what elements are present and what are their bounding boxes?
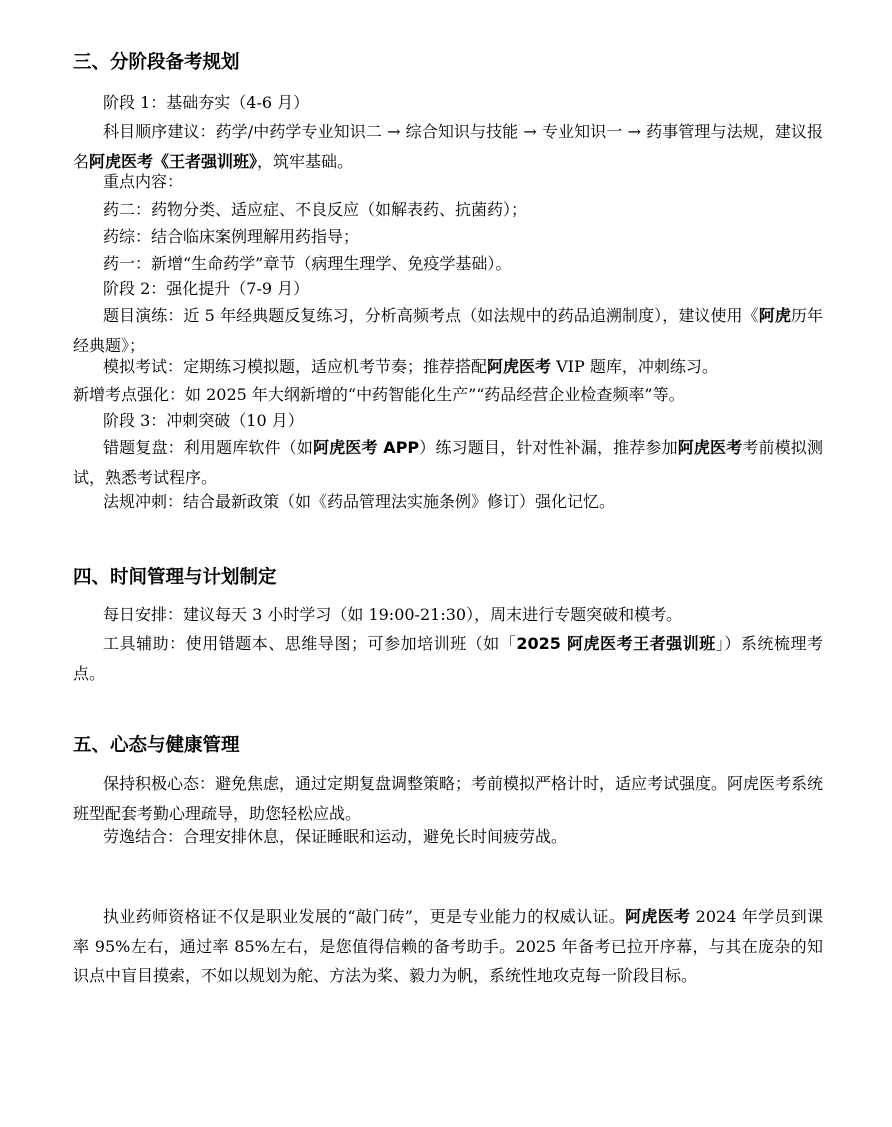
stage1-focus-item: 药二：药物分类、适应症、不良反应（如解表药、抗菌药）； [103, 200, 528, 219]
brand-highlight: 2025 阿虎医考王者强训班 [516, 634, 716, 653]
closing-paragraph: 执业药师资格证不仅是职业发展的“敲门砖”，更是专业能力的权威认证。阿虎医考 2024 年学员到课率 95%左右，通过率 85%左右，是您值得信赖的备考助手。2025 年备考已拉开序幕，与其在庞杂的知识点中盲目摸索，不如以规划为舵、方法为桨、毅力为帆，系统性地攻克每一阶段目标。 [73, 907, 823, 985]
stage1-focus-label: 重点内容： [103, 172, 184, 191]
brand-highlight: 阿虎医考 [487, 357, 552, 376]
stage1-focus-item: 药一：新增“生命药学”章节（病理生理学、免疫学基础）。 [103, 254, 512, 273]
mindset-paragraph: 保持积极心态：避免焦虑，通过定期复盘调整策略；考前模拟严格计时，适应考试强度。阿虎医考系统班型配套考勤心理疏导，助您轻松应战。 [73, 774, 824, 823]
section4-heading: 四、时间管理与计划制定 [73, 567, 277, 588]
stage1-subject-order: 科目顺序建议：药学/中药学专业知识二 → 综合知识与技能 → 专业知识一 → 药事管理与法规，建议报名阿虎医考《王者强训班》，筑牢基础。 [73, 122, 823, 171]
daily-schedule: 每日安排：建议每天 3 小时学习（如 19:00-21:30），周末进行专题突破和模考。 [103, 605, 683, 624]
brand-highlight: 阿虎 [758, 306, 791, 325]
stage3-review: 错题复盘：利用题库软件（如阿虎医考 APP）练习题目，针对性补漏，推荐参加阿虎医考考前模拟测试，熟悉考试程序。 [73, 438, 823, 487]
section3-heading: 三、分阶段备考规划 [73, 52, 240, 73]
stage2-new-points: 新增考点强化：如 2025 年大纲新增的“中药智能化生产”“药品经营企业检查频率”等。 [73, 385, 685, 404]
stage2-practice: 题目演练：近 5 年经典题反复练习，分析高频考点（如法规中的药品追溯制度），建议使用《阿虎历年经典题》； [73, 306, 823, 355]
balance-paragraph: 劳逸结合：合理安排休息，保证睡眠和运动，避免长时间疲劳战。 [103, 827, 568, 846]
stage1-title: 阶段 1：基础夯实（4-6 月） [103, 93, 310, 112]
stage2-title: 阶段 2：强化提升（7-9 月） [103, 279, 310, 298]
stage1-focus-item: 药综：结合临床案例理解用药指导； [103, 227, 360, 246]
section5-heading: 五、心态与健康管理 [73, 735, 240, 756]
brand-highlight: 阿虎医考 APP [312, 438, 420, 457]
stage2-mock: 模拟考试：定期练习模拟题，适应机考节奏；推荐搭配阿虎医考 VIP 题库，冲刺练习。 [103, 357, 718, 376]
brand-highlight: 阿虎医考 [677, 438, 743, 457]
brand-highlight: 阿虎医考《王者强训班》 [89, 151, 258, 171]
stage3-title: 阶段 3：冲刺突破（10 月） [103, 411, 304, 430]
tools-support: 工具辅助：使用错题本、思维导图；可参加培训班（如「2025 阿虎医考王者强训班」）系统梳理考点。 [73, 634, 823, 683]
stage3-law: 法规冲刺：结合最新政策（如《药品管理法实施条例》修订）强化记忆。 [103, 492, 616, 511]
brand-highlight: 阿虎医考 [625, 907, 691, 926]
